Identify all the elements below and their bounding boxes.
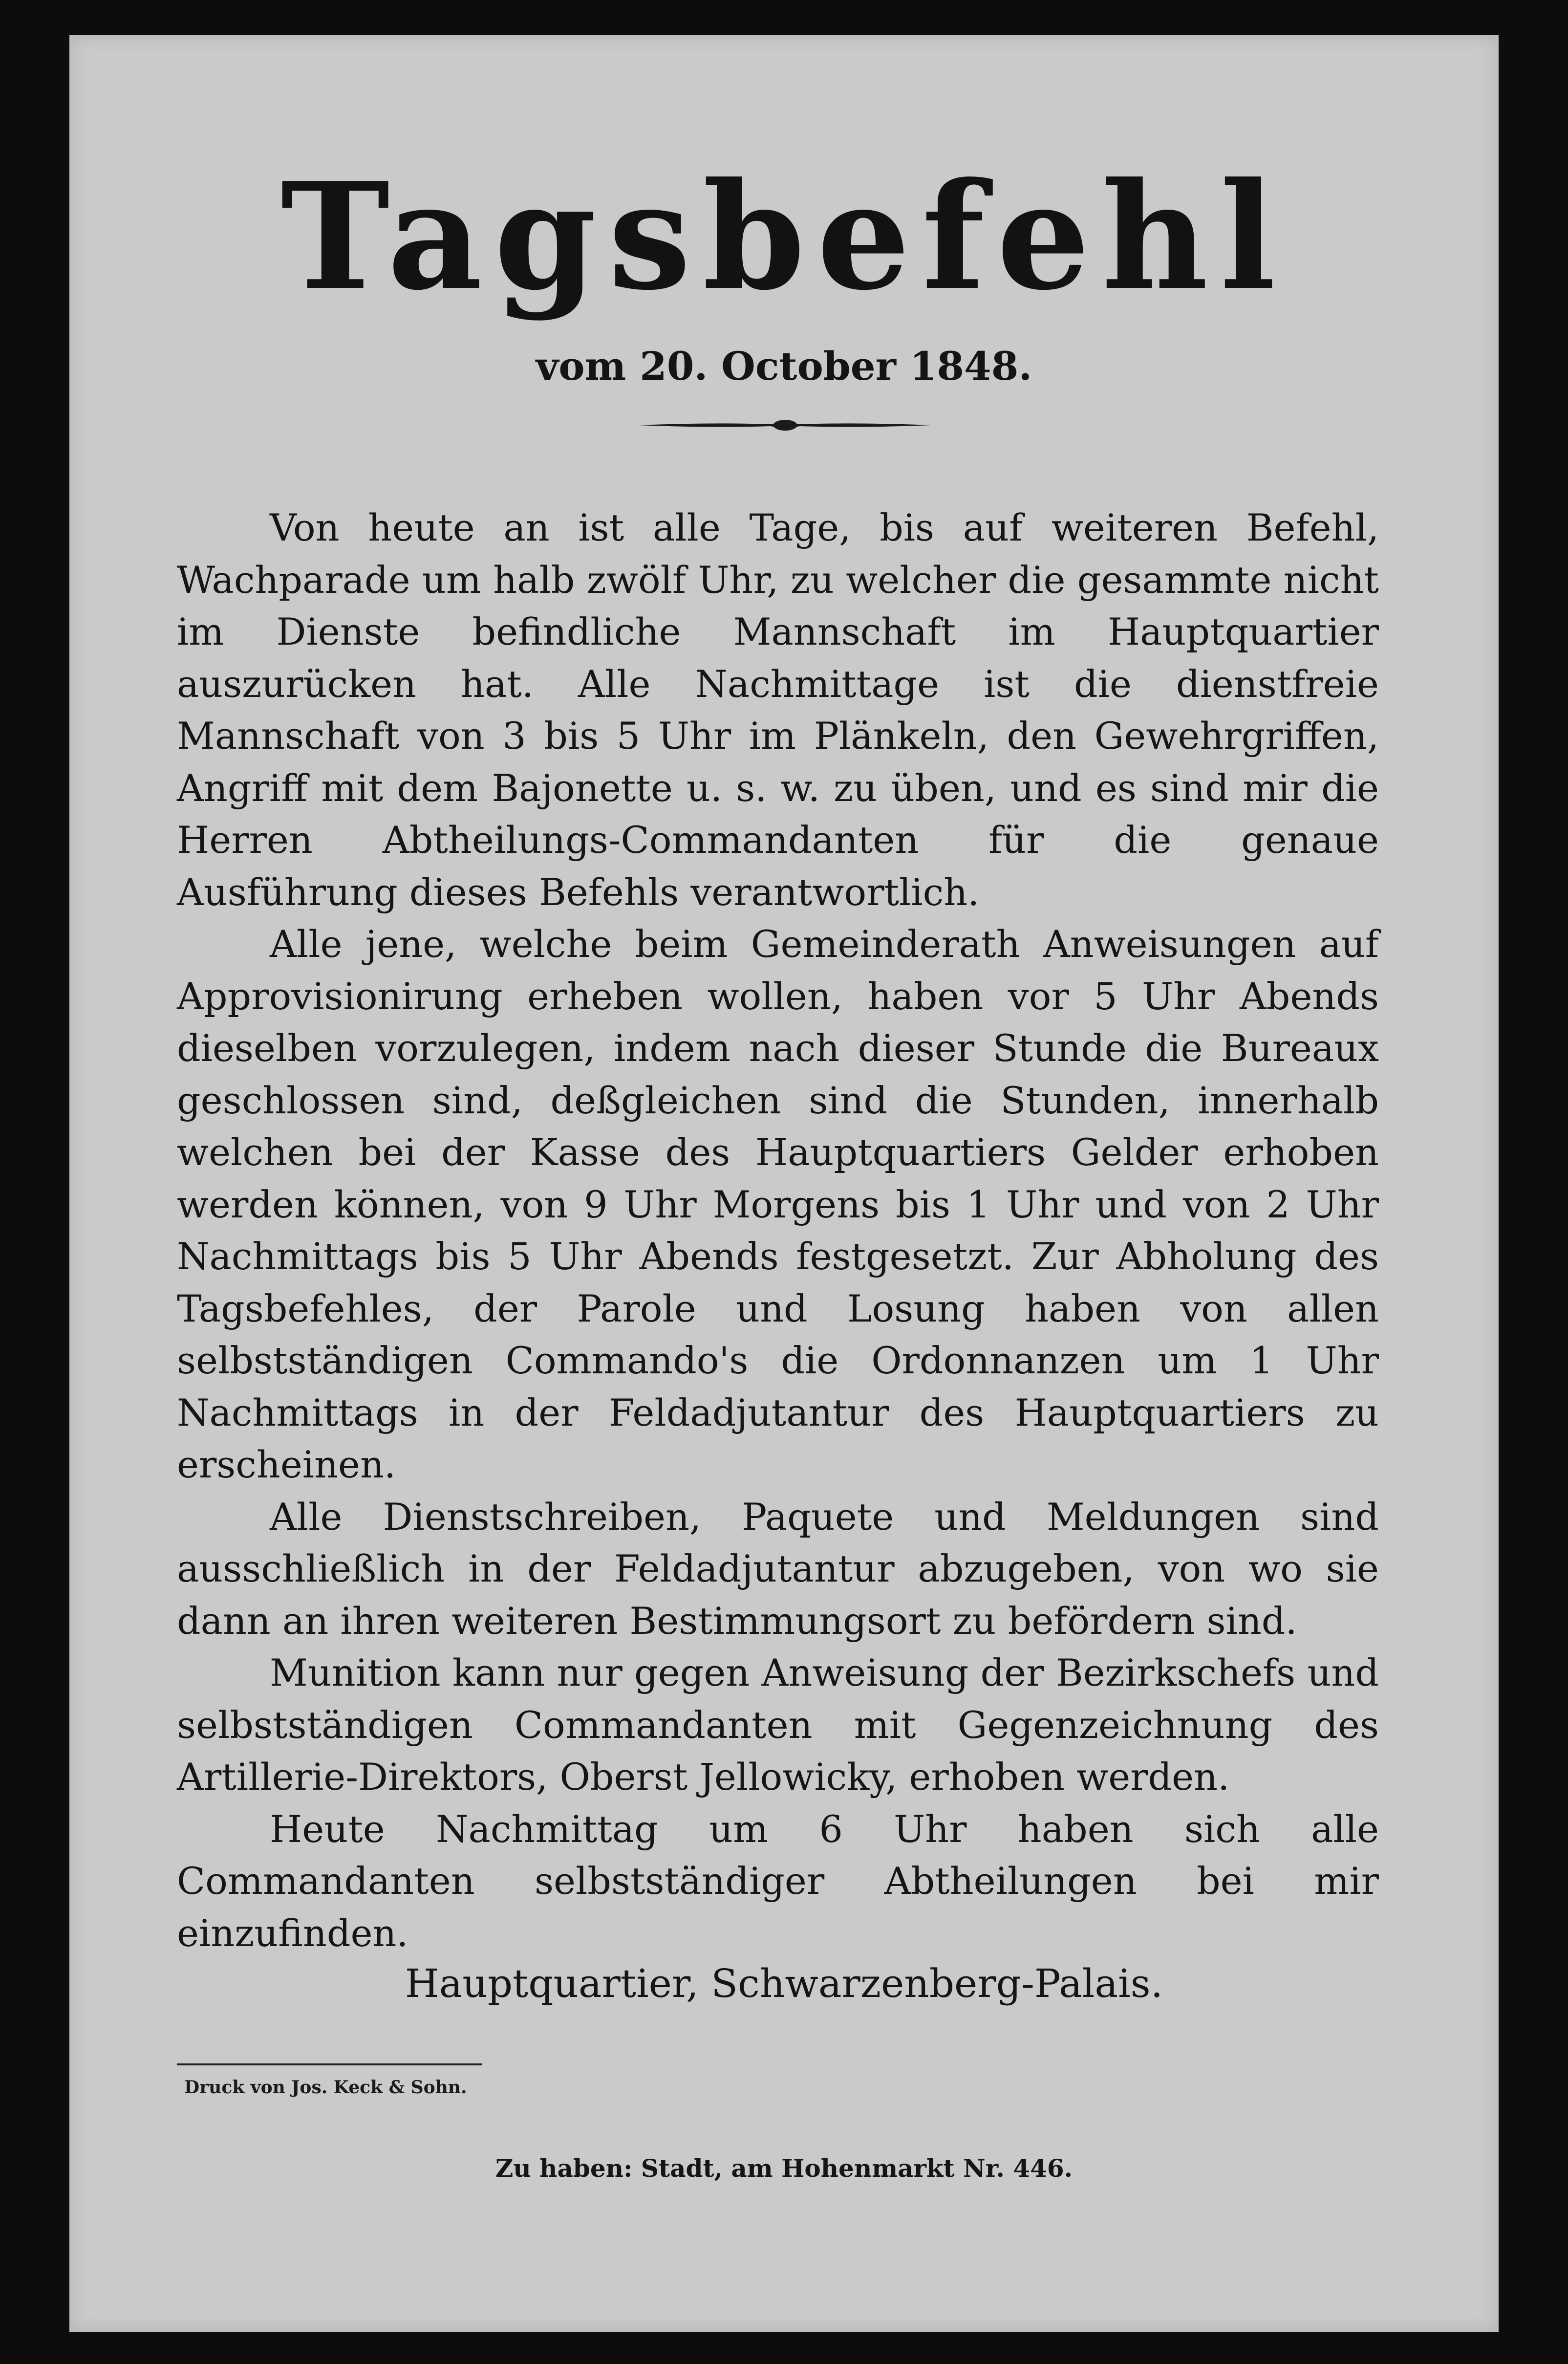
footer-rule [177, 2063, 482, 2065]
paragraph-drill-schedule: Von heute an ist alle Tage, bis auf weiteren Befehl, Wachparade um halb zwölf Uhr, zu welcher die gesammte nicht im Dienste befindliche Mannschaft im Hauptquartier auszurücken hat. Alle Nachmittage ist die dienstfreie Mannschaft von 3 bis 5 Uhr im Plänkeln, den Gewehrgriffen, Angriff mit dem Bajonette u. s. w. zu üben, und es sind mir die Herren Abtheilungs-Commandanten für die genaue Ausführung dieses Befehls verantwortlich. [177, 506, 1379, 914]
availability-note: Zu haben: Stadt, am Hohenmarkt Nr. 446. [495, 2154, 1073, 2183]
poster-sheet [69, 35, 1499, 2332]
paragraph-munition: Munition kann nur gegen Anweisung der Bezirkschefs und selbstständigen Commandanten mit Gegenzeichnung des Artillerie-Direktors, Oberst Jellowicky, erhoben werden. [177, 1651, 1379, 1799]
ornament-divider [639, 415, 932, 435]
paragraph-commanders-meeting: Heute Nachmittag um 6 Uhr haben sich alle Commandanten selbstständiger Abtheilungen bei mir einzufinden. [177, 1807, 1379, 1955]
printer-credit: Druck von Jos. Keck & Sohn. [184, 2077, 467, 2098]
order-body [177, 502, 1379, 1959]
date-line: vom 20. October 1848. [536, 343, 1032, 389]
paragraph-official-mail: Alle Dienstschreiben, Paquete und Meldungen sind ausschließlich in der Feldadjutantur abzugeben, von wo sie dann an ihren weiteren Bestimmungsort zu befördern sind. [177, 1495, 1379, 1643]
document-title: Tagsbefehl [280, 150, 1288, 323]
headquarters-closing: Hauptquartier, Schwarzenberg-Palais. [405, 1961, 1163, 2006]
paragraph-provisioning-and-hours: Alle jene, welche beim Gemeinderath Anweisungen auf Approvisionirung erheben wollen, haben vor 5 Uhr Abends dieselben vorzulegen, indem nach dieser Stunde die Bureaux geschlossen sind, deßgleichen sind die Stunden, innerhalb welchen bei der Kasse des Hauptquartiers Gelder erhoben werden können, von 9 Uhr Morgens bis 1 Uhr und von 2 Uhr Nachmittags bis 5 Uhr Abends festgesetzt. Zur Abholung des Tagsbefehles, der Parole und Losung haben von allen selbstständigen Commando's die Ordonnanzen um 1 Uhr Nachmittags in der Feldadjutantur des Hauptquartiers zu erscheinen. [177, 922, 1379, 1486]
